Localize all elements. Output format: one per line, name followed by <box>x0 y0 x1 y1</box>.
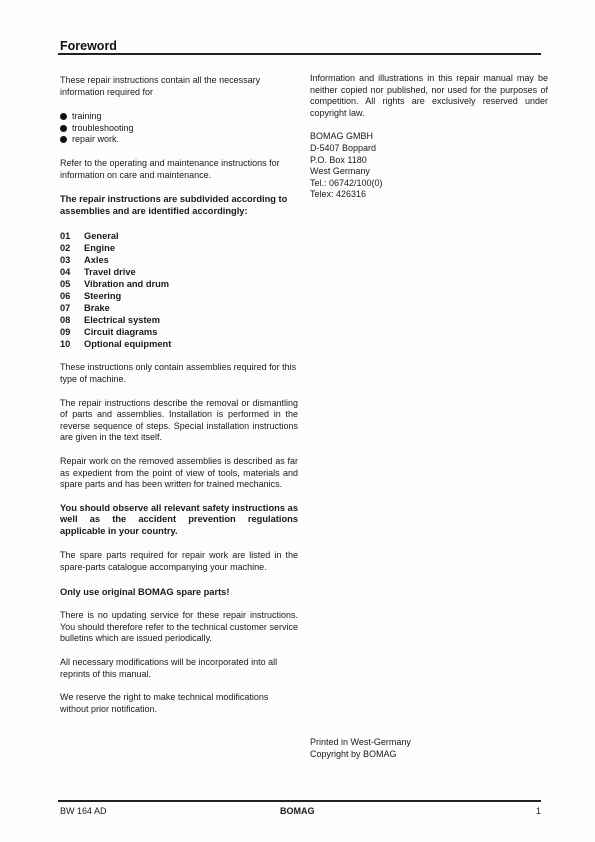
reserve-text: We reserve the right to make technical modifications without prior notification. <box>60 692 269 714</box>
original-parts-notice: Only use original BOMAG spare parts! <box>60 586 230 597</box>
page-title: Foreword <box>60 39 117 53</box>
refer-text: Refer to the operating and maintenance instructions for information on care and maintenance. <box>60 157 280 180</box>
assembly-item: 09 Circuit diagrams <box>60 327 158 338</box>
print-info <box>310 737 411 760</box>
copyright-notice: Information and illustrations in this repair manual may be neither copied nor published, nor used for the purposes of competition. All rights are exclusively reserved under copyright law. <box>310 73 548 118</box>
page-number: 1 <box>536 806 542 816</box>
printed-line: Printed in West-Germany <box>310 737 411 747</box>
assembly-item: 05 Vibration and drum <box>60 279 170 290</box>
left-column <box>60 75 298 715</box>
list-item: repair work. <box>60 134 298 146</box>
address-line: Tel.: 06742/100(0) <box>310 177 383 188</box>
list-item: training <box>60 111 298 123</box>
footer-rule <box>58 800 541 802</box>
right-column <box>310 73 548 201</box>
describe-text: The repair instructions describe the removal or dismantling of parts and assemblies. Installation is performed in the reverse sequence of steps. Special installation instructions are given in the text itself. <box>60 397 298 443</box>
assembly-item: 04 Travel drive <box>60 267 136 278</box>
address-line: P.O. Box 1180 <box>310 154 367 165</box>
assembly-item: 02 Engine <box>60 243 115 254</box>
spare-parts-text: The spare parts required for repair work are listed in the spare-parts catalogue accompanying your machine. <box>60 550 298 573</box>
modifications-text: All necessary modifications will be incorporated into all reprints of this manual. <box>60 657 278 679</box>
safety-notice: You should observe all relevant safety instructions as well as the accident prevention regulations applicable in your country. <box>60 502 298 536</box>
footer-model: BW 164 AD <box>60 806 107 816</box>
subdivided-heading: The repair instructions are subdivided according to assemblies and are identified accordingly: <box>60 194 288 216</box>
repair-work-text: Repair work on the removed assemblies is described as far as expedient from the point of view of tools, materials and spare parts and has been written for trained mechanics. <box>60 455 298 490</box>
assembly-item: 06 Steering <box>60 291 122 302</box>
list-item: troubleshooting <box>60 123 298 135</box>
footer-brand: BOMAG <box>280 806 315 816</box>
assembly-item: 07 Brake <box>60 303 110 314</box>
only-contain-text: These instructions only contain assemblies required for this type of machine. <box>60 362 297 384</box>
address-line: Telex: 426316 <box>310 189 367 200</box>
intro-text: These repair instructions contain all the necessary information required for <box>60 75 261 97</box>
purpose-list <box>60 111 298 146</box>
address-line: West Germany <box>310 166 370 177</box>
address-line: D-5407 Boppard <box>310 142 377 153</box>
assembly-item: 10 Optional equipment <box>60 339 172 350</box>
no-updating-text: There is no updating service for these repair instructions. You should therefore refer to the technical customer service bulletins which are issued periodically. <box>60 610 298 644</box>
company-address <box>310 131 548 201</box>
bullet-icon <box>60 113 67 120</box>
assembly-item: 01 General <box>60 231 119 242</box>
copyright-line: Copyright by BOMAG <box>310 748 397 759</box>
bullet-icon <box>60 136 67 143</box>
assembly-item: 03 Axles <box>60 255 109 266</box>
address-line: BOMAG GMBH <box>310 131 374 142</box>
assembly-list <box>60 230 298 350</box>
assembly-item: 08 Electrical system <box>60 315 160 326</box>
header-rule <box>58 53 541 55</box>
bullet-icon <box>60 125 67 132</box>
